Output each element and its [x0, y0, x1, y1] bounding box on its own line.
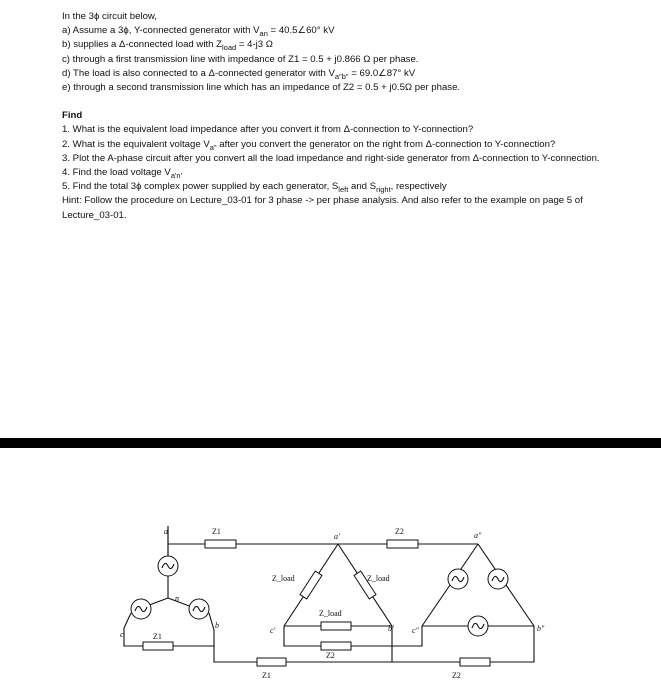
question-4: 4. Find the load voltage $V_{a'n'}$ — [62, 167, 183, 180]
wire-c — [124, 630, 143, 646]
wire-top-a — [168, 544, 205, 556]
label-b-prime: b' — [388, 624, 394, 633]
z1-mid-box — [143, 642, 173, 650]
label-zload-left: Z_load — [272, 574, 295, 583]
z2-mid-box — [321, 642, 351, 650]
problem-intro: In the 3ϕ circuit below, — [62, 11, 157, 22]
label-z1-mid: Z1 — [153, 632, 162, 641]
find-heading: Find — [62, 110, 83, 122]
voltage-source-ab — [448, 569, 468, 589]
item-d: d) The load is also connected to a Δ-connected generator with $V_{a"b"}$ = 69.0∠87° kV — [62, 67, 416, 81]
label-z1-top: Z1 — [212, 527, 221, 536]
zload-left-box — [300, 571, 322, 599]
circuit-diagram — [0, 448, 661, 700]
item-c: c) through a first transmission line with impedance of Z1 = 0.5 + j0.866 Ω per phase. — [62, 53, 419, 65]
voltage-source-c — [131, 599, 151, 619]
question-1: 1. What is the equivalent load impedance after you convert it from Δ-connection to Y-connection? — [62, 124, 474, 136]
item-e: e) through a second transmission line which has an impedance of Z2 = 0.5 + j0.5Ω per phase. — [62, 82, 461, 94]
voltage-source-a — [158, 556, 178, 576]
problem-statement — [62, 10, 622, 223]
label-z1-bottom: Z1 — [262, 671, 271, 680]
label-n: n — [175, 594, 179, 603]
z2-top-box — [387, 540, 418, 548]
section-divider — [0, 438, 661, 448]
left-generator — [124, 526, 214, 630]
label-zload-right: Z_load — [367, 574, 390, 583]
label-c-dprime: c" — [412, 626, 419, 635]
label-c-prime: c' — [270, 626, 276, 635]
wire-b — [214, 646, 257, 662]
z1-bottom-box — [257, 658, 286, 666]
label-z2-bottom: Z2 — [452, 671, 461, 680]
label-a-prime: a' — [334, 532, 340, 541]
z2-bottom-box — [460, 658, 490, 666]
voltage-source-b — [189, 599, 209, 619]
label-b-dprime: b" — [537, 624, 545, 633]
item-b: b) supplies a Δ-connected load with $Z_{load} = 4-j3$ Ω — [62, 39, 273, 53]
voltage-source-ca — [468, 616, 488, 636]
voltage-source-bc — [488, 569, 508, 589]
label-zload-bottom: Z_load — [319, 609, 342, 618]
z1-top-box — [205, 540, 236, 548]
question-2: 2. What is the equivalent voltage $V_{a"}$ after you convert the generator on the right from Δ-connection to Y-connection? — [62, 138, 556, 152]
hint-text: Hint: Follow the procedure on Lecture_03-01 for 3 phase -> per phase analysis. And also refer to the example on page 5 of Lecture_03-01. — [62, 195, 583, 221]
label-z2-top: Z2 — [395, 527, 404, 536]
label-a: a — [164, 527, 168, 536]
question-3: 3. Plot the A-phase circuit after you convert all the load impedance and right-side generator from Δ-connection to Y-connection. — [62, 152, 600, 164]
label-c: c — [120, 630, 124, 639]
label-b: b — [215, 621, 219, 630]
right-generator — [422, 544, 534, 636]
item-a: a) Assume a 3ϕ, Y-connected generator with $V_{an}$ = 40.5∠60° kV — [62, 25, 335, 39]
zload-bottom-box — [321, 622, 351, 630]
label-a-dprime: a" — [474, 531, 482, 540]
label-z2-mid: Z2 — [326, 651, 335, 660]
question-5: 5. Find the total 3ϕ complex power supplied by each generator, $S_{left}$ and $S_{right}$, respectively — [62, 181, 447, 195]
